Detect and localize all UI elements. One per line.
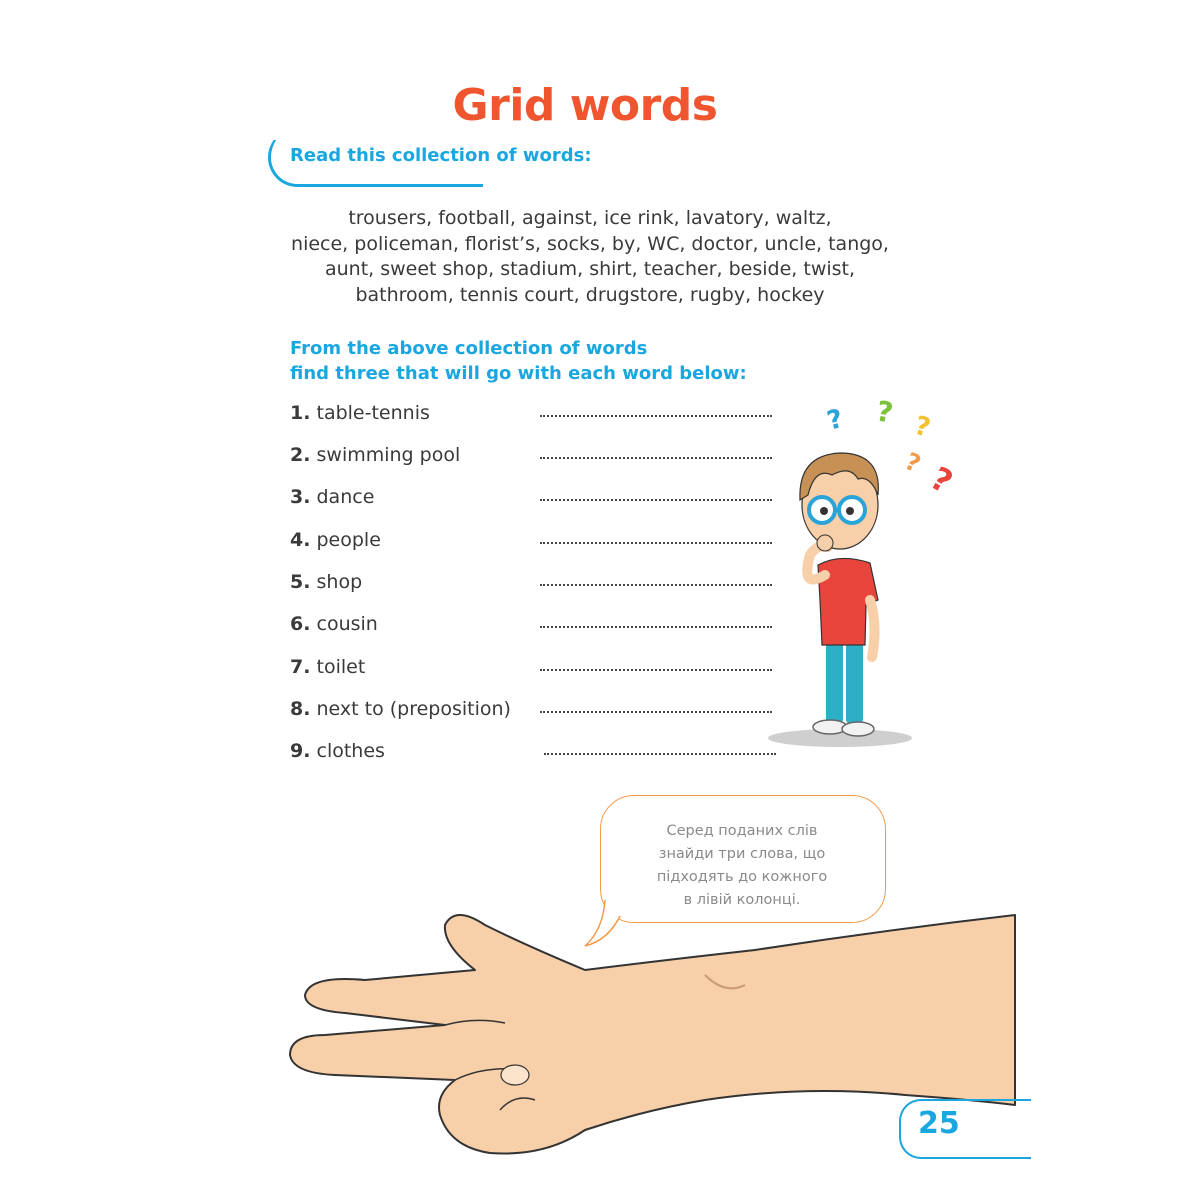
- word-collection-line: trousers, football, against, ice rink, lavatory, waltz,: [348, 207, 832, 229]
- page-number: 25: [918, 1106, 960, 1141]
- word-collection-line: aunt, sweet shop, stadium, shirt, teacher, beside, twist,: [324, 258, 856, 280]
- hint-line: Серед поданих слів: [666, 823, 818, 839]
- item-number: 9.: [290, 740, 311, 762]
- item-word: clothes: [316, 740, 385, 762]
- exercise-item: [290, 740, 780, 770]
- answer-line[interactable]: [540, 669, 772, 671]
- answer-line[interactable]: [540, 542, 772, 544]
- read-heading: Read this collection of words:: [290, 145, 592, 166]
- item-word: cousin: [316, 613, 378, 635]
- exercise-item: [290, 444, 780, 474]
- item-word: toilet: [316, 656, 366, 678]
- word-collection-line: bathroom, tennis court, drugstore, rugby, hockey: [355, 283, 825, 306]
- item-word: next to (preposition): [316, 698, 511, 720]
- exercise-item: [290, 656, 780, 686]
- page-title: Grid words: [452, 80, 718, 131]
- answer-line[interactable]: [540, 415, 772, 417]
- exercise-item: [290, 571, 780, 601]
- instructions-line: From the above collection of words: [290, 338, 648, 359]
- item-word: swimming pool: [316, 444, 461, 466]
- svg-text:?: ?: [873, 394, 896, 430]
- item-number: 7.: [290, 656, 311, 678]
- word-collection-line: niece, policeman, florist’s, socks, by, WC, doctor, uncle, tango,: [291, 232, 889, 255]
- item-number: 6.: [290, 613, 311, 635]
- answer-line[interactable]: [540, 584, 772, 586]
- word-collection: [270, 206, 910, 308]
- answer-line[interactable]: [540, 499, 772, 501]
- answer-line[interactable]: [540, 711, 772, 713]
- item-word: dance: [316, 486, 375, 508]
- item-word: people: [316, 529, 381, 551]
- item-number: 1.: [290, 402, 311, 424]
- answer-line[interactable]: [540, 626, 772, 628]
- exercise-item: [290, 529, 780, 559]
- instructions-line: find three that will go with each word below:: [290, 363, 747, 384]
- exercise-item: [290, 698, 780, 728]
- item-word: shop: [316, 571, 363, 593]
- item-word: table-tennis: [316, 402, 430, 424]
- svg-text:?: ?: [824, 403, 847, 437]
- instructions: [290, 336, 747, 386]
- item-number: 8.: [290, 698, 311, 720]
- item-number: 3.: [290, 486, 311, 508]
- svg-text:?: ?: [911, 410, 934, 444]
- exercise-item: [290, 613, 780, 643]
- svg-text:?: ?: [924, 459, 960, 502]
- exercise-item: [290, 486, 780, 516]
- answer-line[interactable]: [540, 457, 772, 459]
- svg-text:?: ?: [900, 447, 925, 479]
- item-number: 2.: [290, 444, 311, 466]
- exercise-item: [290, 402, 780, 432]
- thinking-boy-illustration: [770, 394, 960, 755]
- answer-line[interactable]: [544, 753, 776, 755]
- hint-line: в лівій колонці.: [683, 892, 801, 908]
- item-number: 4.: [290, 529, 311, 551]
- hint-line: знайди три слова, що: [658, 846, 826, 862]
- item-number: 5.: [290, 571, 311, 593]
- hint-line: підходять до кожного: [656, 869, 828, 885]
